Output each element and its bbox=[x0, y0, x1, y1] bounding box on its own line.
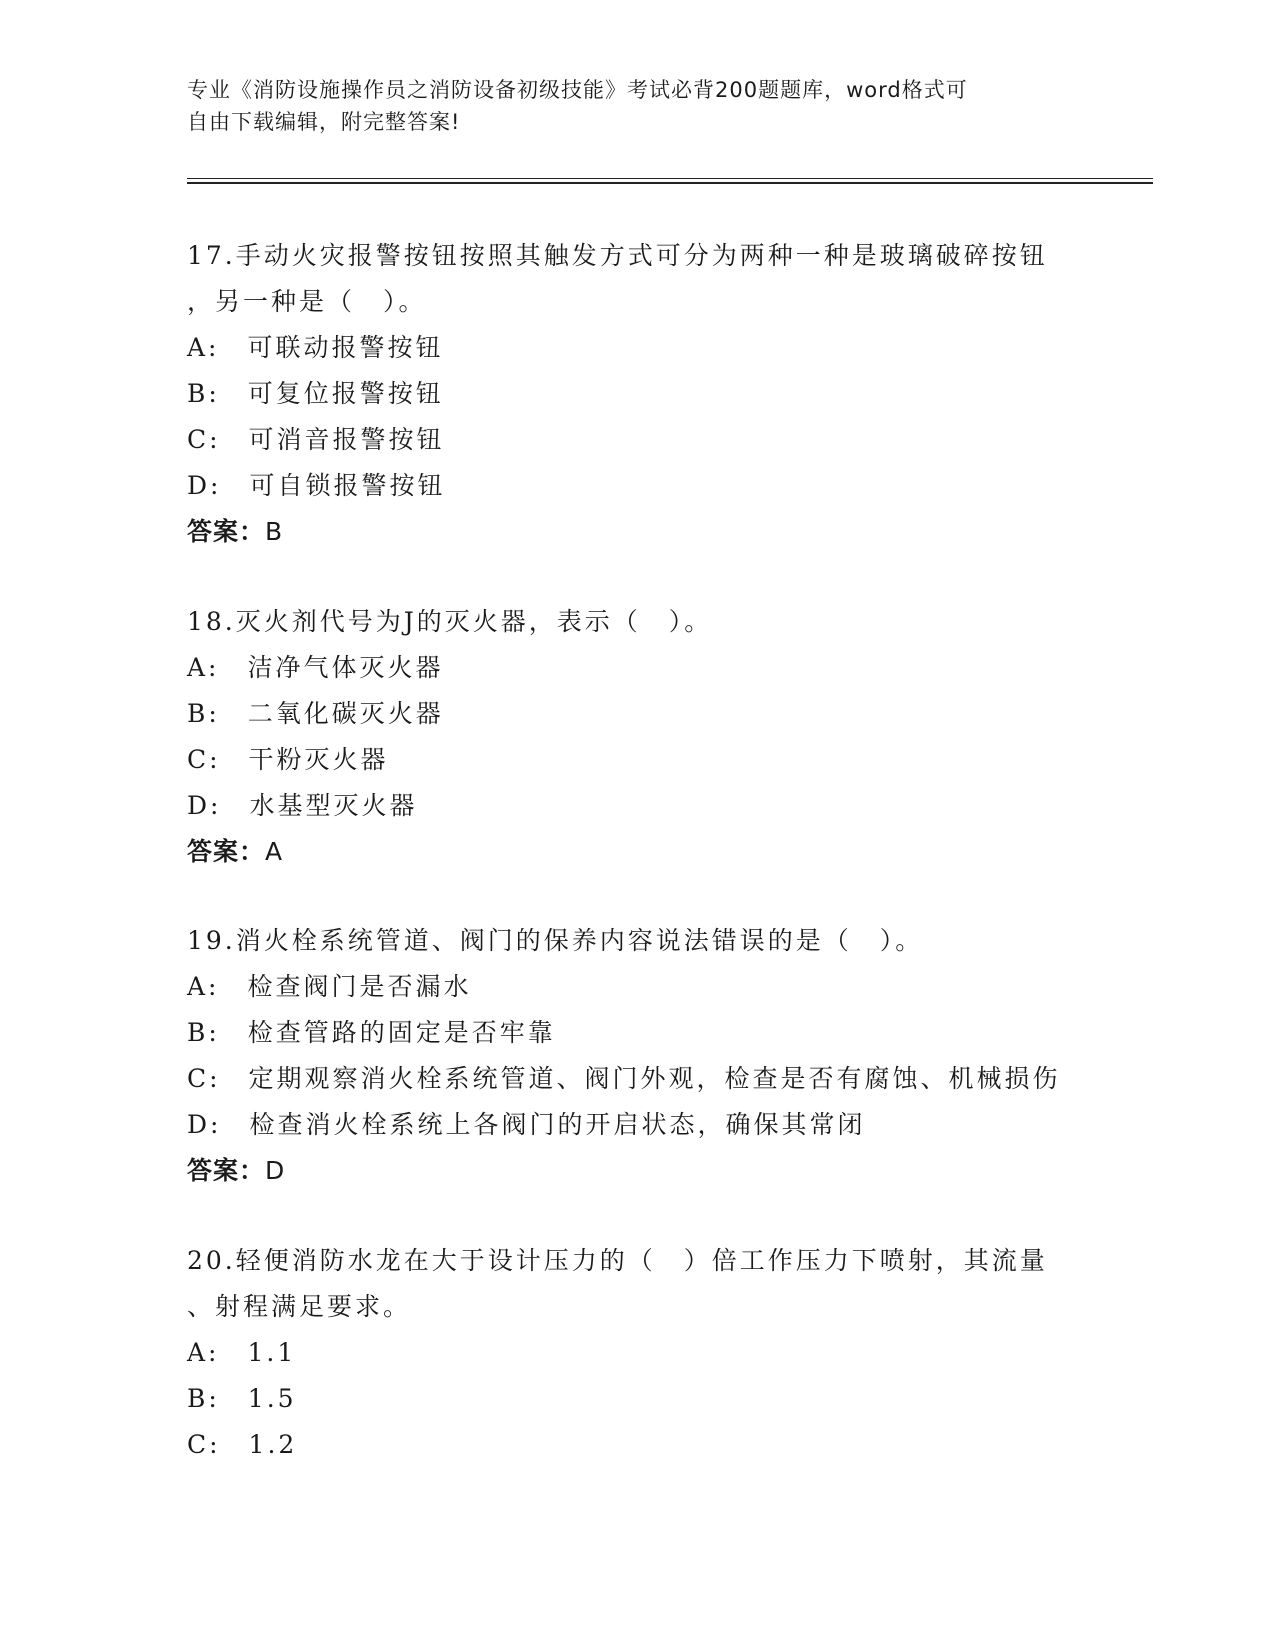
answer-value: D bbox=[265, 1156, 286, 1185]
option-d: D: 检查消火栓系统上各阀门的开启状态，确保其常闭 bbox=[187, 1110, 866, 1139]
answer-value: B bbox=[265, 517, 284, 546]
question-stem-continued: ，另一种是（ ）。 bbox=[187, 287, 427, 316]
option-b: B: 检查管路的固定是否牢靠 bbox=[187, 1018, 556, 1047]
option-b: B: 可复位报警按钮 bbox=[187, 379, 444, 408]
answer-label: 答案： bbox=[187, 837, 266, 866]
question-stem: 19.消火栓系统管道、阀门的保养内容说法错误的是（ ）。 bbox=[187, 926, 924, 955]
option-a: A: 1.1 bbox=[187, 1338, 297, 1367]
answer-line bbox=[187, 829, 1087, 875]
answer-label: 答案： bbox=[187, 517, 266, 546]
option-d: D: 水基型灭火器 bbox=[187, 791, 418, 820]
question-17 bbox=[187, 233, 1087, 555]
answer-value: A bbox=[265, 837, 284, 866]
answer-line bbox=[187, 1148, 1087, 1194]
answer-label: 答案： bbox=[187, 1156, 266, 1185]
question-stem: 20.轻便消防水龙在大于设计压力的（ ）倍工作压力下喷射，其流量 bbox=[187, 1246, 1048, 1275]
option-b: B: 1.5 bbox=[187, 1384, 297, 1413]
header-title-line-1: 专业《消防设施操作员之消防设备初级技能》考试必背200题题库，word格式可 bbox=[187, 78, 968, 102]
option-c: C: 定期观察消火栓系统管道、阀门外观，检查是否有腐蚀、机械损伤 bbox=[187, 1064, 1061, 1093]
document-header bbox=[187, 74, 1067, 138]
question-stem: 17.手动火灾报警按钮按照其触发方式可分为两种一种是玻璃破碎按钮 bbox=[187, 241, 1048, 270]
question-19 bbox=[187, 918, 1087, 1194]
header-divider-thick bbox=[187, 182, 1153, 184]
header-title-line-2: 自由下载编辑，附完整答案! bbox=[187, 110, 461, 134]
option-a: A: 洁净气体灭火器 bbox=[187, 653, 444, 682]
question-20 bbox=[187, 1238, 1087, 1468]
option-a: A: 检查阀门是否漏水 bbox=[187, 972, 472, 1001]
option-d: D: 可自锁报警按钮 bbox=[187, 471, 446, 500]
question-stem-continued: 、射程满足要求。 bbox=[187, 1292, 412, 1321]
answer-line bbox=[187, 509, 1087, 555]
header-divider-thin bbox=[187, 178, 1153, 179]
question-stem: 18.灭火剂代号为J的灭火器，表示（ ）。 bbox=[187, 607, 713, 636]
option-a: A: 可联动报警按钮 bbox=[187, 333, 444, 362]
option-b: B: 二氧化碳灭火器 bbox=[187, 699, 444, 728]
question-18 bbox=[187, 599, 1087, 875]
option-c: C: 干粉灭火器 bbox=[187, 745, 389, 774]
option-c: C: 可消音报警按钮 bbox=[187, 425, 445, 454]
option-c: C: 1.2 bbox=[187, 1430, 298, 1459]
